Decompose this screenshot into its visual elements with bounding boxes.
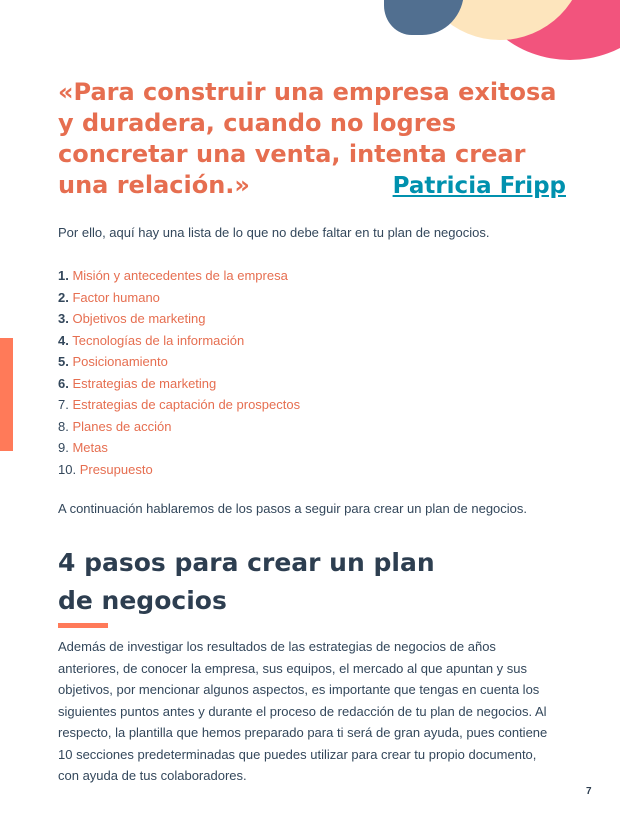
list-item-label: Posicionamiento <box>72 354 168 369</box>
heading-underline <box>58 623 108 628</box>
list-item-label: Presupuesto <box>79 461 153 477</box>
list-item <box>58 459 300 481</box>
list-item <box>58 308 300 330</box>
list-item <box>58 416 300 438</box>
list-item-label: Tecnologías de la información <box>72 332 245 348</box>
intro-paragraph: Por ello, aquí hay una lista de lo que no debe faltar en tu plan de negocios. <box>58 225 490 240</box>
list-item <box>58 287 300 309</box>
list-item-label: Objetivos de marketing <box>72 311 206 326</box>
list-item-label: Factor humano <box>72 289 160 305</box>
quote-author-link[interactable]: Patricia Fripp <box>392 173 566 199</box>
list-item <box>58 373 300 395</box>
list-item-number: 2. <box>58 289 69 305</box>
list-item <box>58 437 300 459</box>
list-item-number: 9. <box>58 440 69 455</box>
section-heading: 4 pasos para crear un plan de negocios <box>58 548 435 615</box>
list-item <box>58 330 300 352</box>
list-item-label: Planes de acción <box>72 418 172 434</box>
list-item-number: 1. <box>58 268 69 283</box>
list-item-number: 7. <box>58 397 69 412</box>
side-accent-bar <box>0 338 13 451</box>
list-item-label: Misión y antecedentes de la empresa <box>72 268 288 283</box>
transition-paragraph: A continuación hablaremos de los pasos a seguir para crear un plan de negocios. <box>58 501 528 516</box>
list-item <box>58 351 300 373</box>
list-item-number: 4. <box>58 332 69 348</box>
page-number: 7 <box>586 786 592 797</box>
list-item <box>58 265 300 287</box>
list-item <box>58 394 300 416</box>
list-item-label: Metas <box>72 440 108 455</box>
decorative-blobs <box>0 0 620 80</box>
list-item-number: 5. <box>58 354 69 369</box>
list-item-number: 6. <box>58 375 69 391</box>
section-body-paragraph: Además de investigar los resultados de las estrategias de negocios de años anteriores, de conocer la empresa, sus equipos, el mercado al que apuntan y sus objetivos, por mencionar algunos aspectos, es importante que tengas en cuenta los siguientes puntos antes y durante el proceso de redacción de tu plan de negocios. Al respecto, la plantilla que hemos preparado para ti será de gran ayuda, pues contiene 10 secciones predeterminadas que puedes utilizar para crear tu propio documento, con ayuda de tus colaboradores. <box>58 639 548 783</box>
pull-quote: «Para construir una empresa exitosa y duradera, cuando no logres concretar una venta, intenta crear una relación.» <box>58 78 557 199</box>
list-item-label: Estrategias de marketing <box>72 375 217 391</box>
list-item-number: 3. <box>58 311 69 326</box>
list-item-label: Estrategias de captación de prospectos <box>72 397 301 412</box>
plan-sections-list <box>58 265 300 480</box>
list-item-number: 8. <box>58 418 69 434</box>
list-item-number: 10. <box>58 461 77 477</box>
navy-blob-shape <box>384 0 464 35</box>
